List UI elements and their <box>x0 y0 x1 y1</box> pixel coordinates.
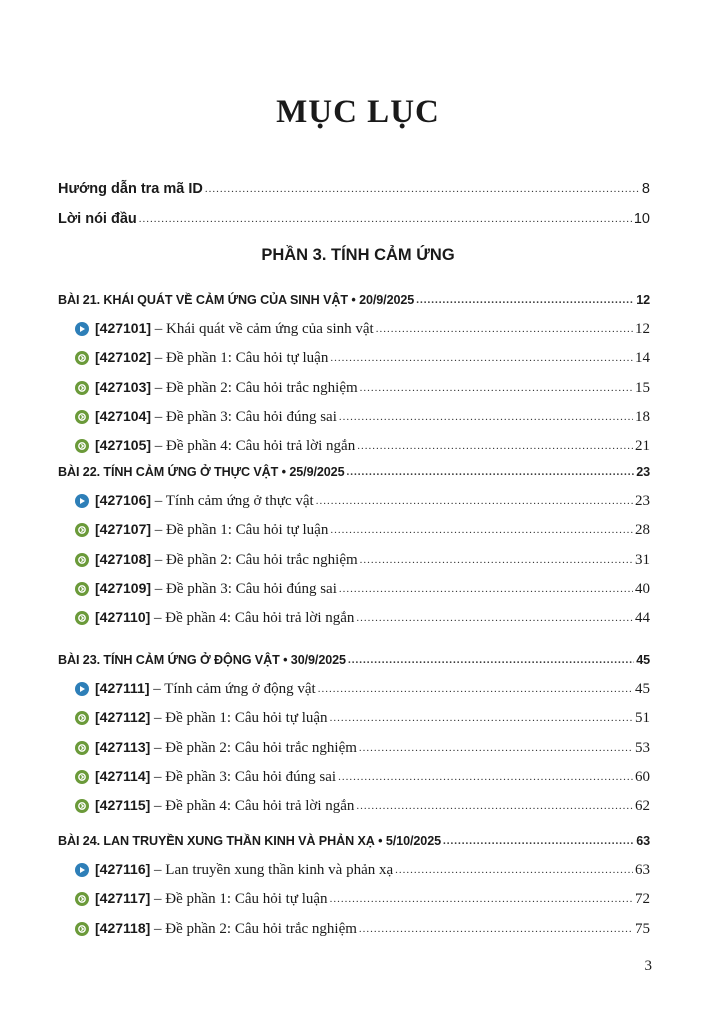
item-code: [427108] <box>95 551 152 567</box>
item-page: 12 <box>635 320 650 337</box>
dot-leader <box>330 352 633 364</box>
toc-entry-id-guide[interactable] <box>58 177 650 201</box>
dot-leader <box>330 524 633 536</box>
quiz-icon <box>75 351 89 365</box>
dot-leader <box>346 466 634 478</box>
dot-leader <box>338 771 633 783</box>
quiz-icon <box>75 582 89 596</box>
dot-leader <box>339 583 633 595</box>
item-code: [427110] <box>95 609 151 625</box>
item-page: 40 <box>635 580 650 597</box>
quiz-icon <box>75 892 89 906</box>
toc-item[interactable] <box>75 858 650 882</box>
item-title: – Đề phần 2: Câu hỏi trắc nghiệm <box>150 921 357 937</box>
toc-item[interactable] <box>75 434 650 458</box>
item-code: [427116] <box>95 861 151 877</box>
play-icon <box>75 863 89 877</box>
item-code: [427114] <box>95 768 151 784</box>
quiz-icon <box>75 770 89 784</box>
dot-leader <box>139 213 632 225</box>
toc-entry-label: Lời nói đầu <box>58 211 137 227</box>
item-code: [427103] <box>95 379 152 395</box>
item-page: 60 <box>635 768 650 785</box>
item-page: 45 <box>635 680 650 697</box>
item-code: [427115] <box>95 797 151 813</box>
dot-leader <box>330 893 633 905</box>
lesson-heading[interactable] <box>58 648 650 672</box>
toc-item[interactable] <box>75 346 650 370</box>
item-title: – Đề phần 1: Câu hỏi tự luận <box>151 350 329 366</box>
quiz-icon <box>75 611 89 625</box>
item-page: 23 <box>635 492 650 509</box>
lesson-title: BÀI 21. KHÁI QUÁT VỀ CẢM ỨNG CỦA SINH VẬT • 20/9/2025 <box>58 293 415 307</box>
lesson-heading[interactable] <box>58 288 650 312</box>
lesson-title: BÀI 24. LAN TRUYỀN XUNG THẦN KINH VÀ PHẢN XẠ • 5/10/2025 <box>58 834 441 848</box>
item-code: [427102] <box>95 349 152 365</box>
item-title: – Đề phần 1: Câu hỏi tự luận <box>151 522 329 538</box>
toc-item[interactable] <box>75 317 650 341</box>
item-page: 31 <box>635 551 650 568</box>
lesson-page: 12 <box>636 293 650 307</box>
item-title: – Đề phần 2: Câu hỏi trắc nghiệm <box>150 740 357 756</box>
toc-item[interactable] <box>75 765 650 789</box>
item-page: 51 <box>635 709 650 726</box>
toc-item[interactable] <box>75 405 650 429</box>
quiz-icon <box>75 381 89 395</box>
item-page: 72 <box>635 890 650 907</box>
toc-item[interactable] <box>75 606 650 630</box>
item-title: – Tính cảm ứng ở thực vật <box>151 493 314 509</box>
item-code: [427112] <box>95 709 151 725</box>
lesson-heading[interactable] <box>58 829 650 853</box>
item-page: 14 <box>635 349 650 366</box>
item-title: – Đề phần 3: Câu hỏi đúng sai <box>151 581 337 597</box>
quiz-icon <box>75 711 89 725</box>
part-heading: PHẦN 3. TÍNH CẢM ỨNG <box>261 246 455 264</box>
item-title: – Đề phần 3: Câu hỏi đúng sai <box>151 409 337 425</box>
lesson-heading[interactable] <box>58 460 650 484</box>
play-icon <box>75 494 89 508</box>
play-icon <box>75 322 89 336</box>
toc-item[interactable] <box>75 736 650 760</box>
quiz-icon <box>75 410 89 424</box>
toc-item[interactable] <box>75 489 650 513</box>
lesson-title: BÀI 22. TÍNH CẢM ỨNG Ở THỰC VẬT • 25/9/2025 <box>58 465 345 479</box>
item-title: – Khái quát về cảm ứng của sinh vật <box>151 321 374 337</box>
toc-item[interactable] <box>75 376 650 400</box>
item-code: [427118] <box>95 920 151 936</box>
item-page: 28 <box>635 521 650 538</box>
quiz-icon <box>75 523 89 537</box>
dot-leader <box>360 382 633 394</box>
dot-leader <box>318 683 633 695</box>
toc-entry-page: 10 <box>633 211 650 227</box>
toc-item[interactable] <box>75 518 650 542</box>
toc-item[interactable] <box>75 677 650 701</box>
toc-entry-page: 8 <box>641 181 650 197</box>
toc-item[interactable] <box>75 887 650 911</box>
item-title: – Đề phần 2: Câu hỏi trắc nghiệm <box>151 552 358 568</box>
item-code: [427101] <box>95 320 152 336</box>
item-page: 21 <box>635 437 650 454</box>
item-page: 53 <box>635 739 650 756</box>
dot-leader <box>205 183 640 195</box>
item-page: 63 <box>635 861 650 878</box>
quiz-icon <box>75 799 89 813</box>
item-code: [427113] <box>95 739 151 755</box>
lesson-page: 45 <box>636 653 650 667</box>
item-code: [427106] <box>95 492 152 508</box>
play-icon <box>75 682 89 696</box>
quiz-icon <box>75 439 89 453</box>
dot-leader <box>359 742 633 754</box>
item-code: [427111] <box>95 680 150 696</box>
item-title: – Đề phần 3: Câu hỏi đúng sai <box>150 769 337 785</box>
item-code: [427109] <box>95 580 152 596</box>
toc-item[interactable] <box>75 577 650 601</box>
item-code: [427117] <box>95 890 151 906</box>
item-title: – Đề phần 1: Câu hỏi tự luận <box>150 891 328 907</box>
quiz-icon <box>75 741 89 755</box>
dot-leader <box>348 654 634 666</box>
toc-item[interactable] <box>75 794 650 818</box>
lesson-page: 63 <box>636 834 650 848</box>
page-title: MỤC LỤC <box>276 94 440 130</box>
lesson-page: 23 <box>636 465 650 479</box>
toc-item[interactable] <box>75 917 650 941</box>
item-page: 18 <box>635 408 650 425</box>
item-title: – Đề phần 2: Câu hỏi trắc nghiệm <box>151 380 358 396</box>
item-title: – Đề phần 1: Câu hỏi tự luận <box>150 710 328 726</box>
item-title: – Đề phần 4: Câu hỏi trả lời ngắn <box>151 438 356 454</box>
dot-leader <box>443 835 634 847</box>
dot-leader <box>356 612 633 624</box>
lesson-title: BÀI 23. TÍNH CẢM ỨNG Ở ĐỘNG VẬT • 30/9/2025 <box>58 653 346 667</box>
item-code: [427105] <box>95 437 152 453</box>
dot-leader <box>359 923 633 935</box>
item-code: [427104] <box>95 408 152 424</box>
item-code: [427107] <box>95 521 152 537</box>
toc-item[interactable] <box>75 548 650 572</box>
dot-leader <box>360 554 633 566</box>
dot-leader <box>376 323 633 335</box>
dot-leader <box>395 864 633 876</box>
page-number: 3 <box>644 958 652 974</box>
item-title: – Đề phần 4: Câu hỏi trả lời ngắn <box>150 798 355 814</box>
item-page: 44 <box>635 609 650 626</box>
item-title: – Đề phần 4: Câu hỏi trả lời ngắn <box>150 610 355 626</box>
dot-leader <box>339 411 633 423</box>
item-page: 62 <box>635 797 650 814</box>
dot-leader <box>330 712 633 724</box>
dot-leader <box>356 800 633 812</box>
item-page: 15 <box>635 379 650 396</box>
toc-item[interactable] <box>75 706 650 730</box>
quiz-icon <box>75 922 89 936</box>
dot-leader <box>357 440 633 452</box>
toc-entry-preface[interactable] <box>58 207 650 231</box>
toc-entry-label: Hướng dẫn tra mã ID <box>58 181 203 197</box>
quiz-icon <box>75 553 89 567</box>
item-title: – Tính cảm ứng ở động vật <box>149 681 316 697</box>
item-page: 75 <box>635 920 650 937</box>
dot-leader <box>316 495 633 507</box>
item-title: – Lan truyền xung thần kinh và phản xạ <box>150 862 394 878</box>
dot-leader <box>416 294 634 306</box>
